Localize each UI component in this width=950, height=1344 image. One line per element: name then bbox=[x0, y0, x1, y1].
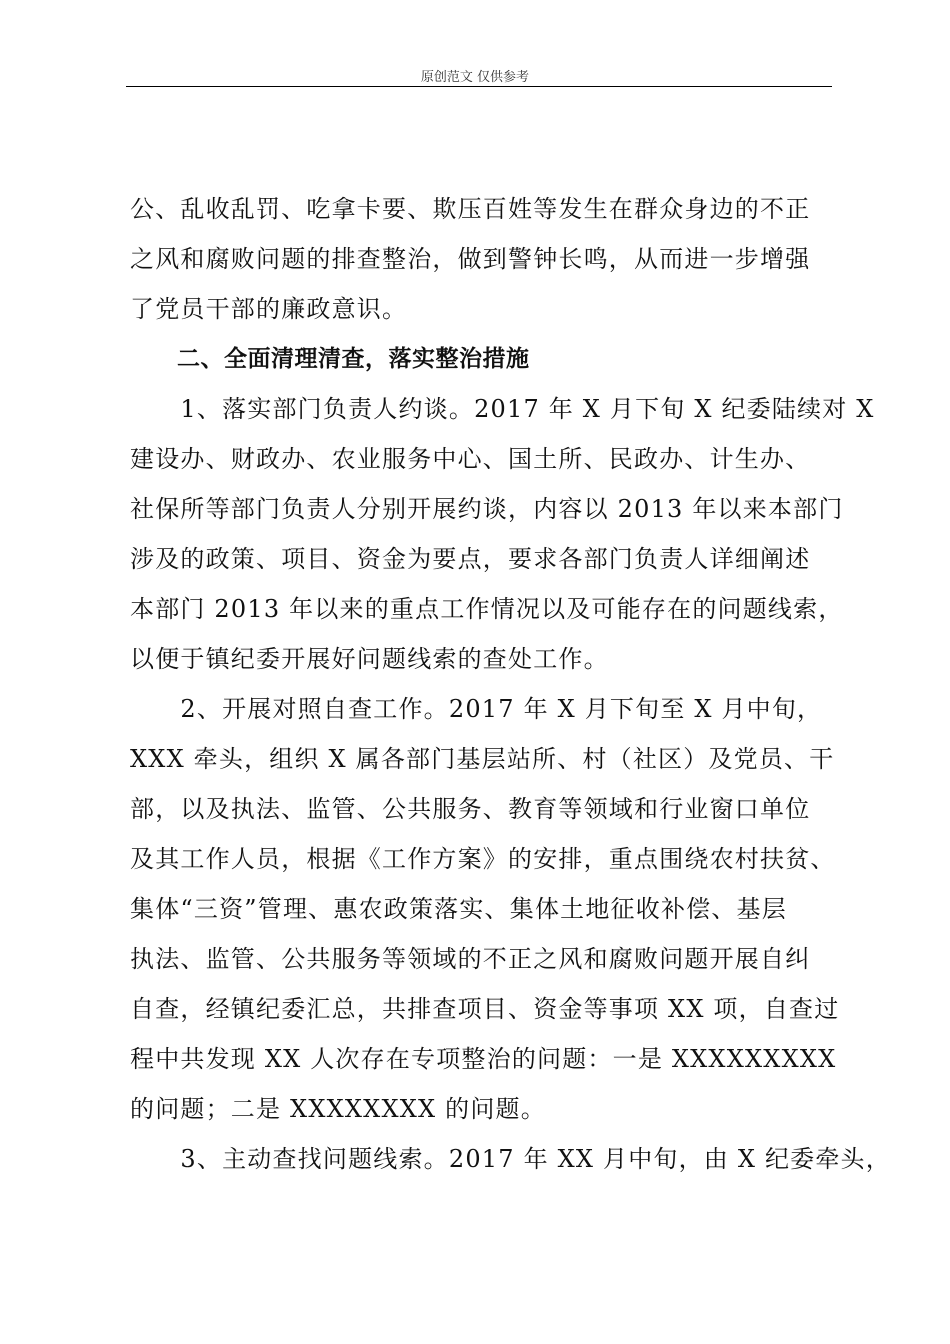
document-body bbox=[130, 184, 891, 1184]
text-line: 自查，经镇纪委汇总，共排查项目、资金等事项 XX 项，自查过 bbox=[130, 995, 840, 1023]
text-line: 建设办、财政办、农业服务中心、国土所、民政办、计生办、 bbox=[130, 445, 811, 473]
text-line: 公、乱收乱罚、吃拿卡要、欺压百姓等发生在群众身边的不正 bbox=[130, 195, 811, 223]
text-line: 3、主动查找问题线索。2017 年 XX 月中旬，由 X 纪委牵头， bbox=[130, 1145, 891, 1173]
text-line: 2、开展对照自查工作。2017 年 X 月下旬至 X 月中旬， bbox=[130, 695, 823, 723]
text-line: 及其工作人员，根据《工作方案》的安排，重点围绕农村扶贫、 bbox=[130, 845, 836, 873]
text-line: 以便于镇纪委开展好问题线索的查处工作。 bbox=[130, 645, 609, 673]
text-line: 程中共发现 XX 人次存在专项整治的问题：一是 XXXXXXXXX bbox=[130, 1045, 837, 1073]
text-line: 之风和腐败问题的排查整治，做到警钟长鸣，从而进一步增强 bbox=[130, 245, 811, 273]
text-line: 的问题；二是 XXXXXXXX 的问题。 bbox=[130, 1095, 546, 1123]
text-line: 涉及的政策、项目、资金为要点，要求各部门负责人详细阐述 bbox=[130, 545, 811, 573]
text-line: XXX 牵头，组织 X 属各部门基层站所、村（社区）及党员、干 bbox=[130, 745, 835, 773]
text-line: 社保所等部门负责人分别开展约谈，内容以 2013 年以来本部门 bbox=[130, 495, 844, 523]
text-line: 部，以及执法、监管、公共服务、教育等领域和行业窗口单位 bbox=[130, 795, 811, 823]
page-header: 原创范文 仅供参考 bbox=[420, 70, 530, 85]
text-line: 了党员干部的廉政意识。 bbox=[130, 295, 408, 323]
section-heading: 二、全面清理清查，落实整治措施 bbox=[130, 346, 530, 372]
text-line: 1、落实部门负责人约谈。2017 年 X 月下旬 X 纪委陆续对 X bbox=[130, 395, 875, 423]
header-divider bbox=[126, 86, 832, 87]
text-line: 本部门 2013 年以来的重点工作情况以及可能存在的问题线索， bbox=[130, 595, 844, 623]
text-line: 执法、监管、公共服务等领域的不正之风和腐败问题开展自纠 bbox=[130, 945, 811, 973]
text-line: 集体“三资”管理、惠农政策落实、集体土地征收补偿、基层 bbox=[130, 895, 787, 923]
